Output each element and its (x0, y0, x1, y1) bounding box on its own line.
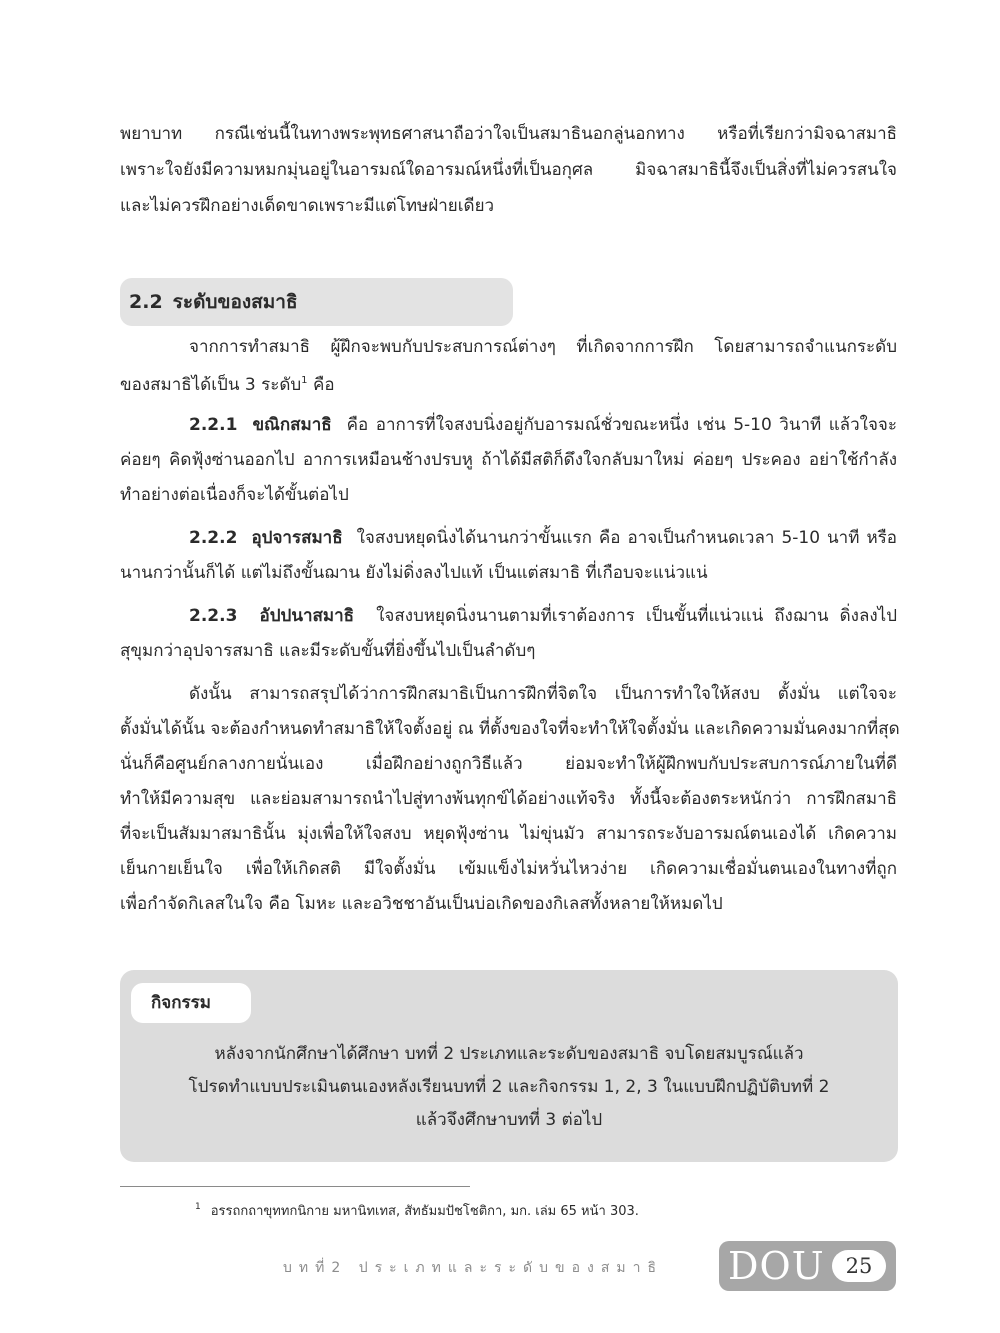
level-text: ใจสงบหยุดนิ่งนานตามที่เราต้องการ เป็นขั้นที่แน่วแน่ ถึงฌาน ดิ่งลงไป (376, 606, 898, 626)
intro-line: และไม่ควรฝึกอย่างเด็ดขาดเพราะมีแต่โทษฝ่ายเดียว (120, 196, 495, 216)
conclusion-line: ดังนั้น สามารถสรุปได้ว่าการฝึกสมาธิเป็นการฝึกที่จิตใจ เป็นการทำใจให้สงบ ตั้งมั่น แต่ใจจะ (189, 684, 897, 704)
conclusion-line: ทำให้มีความสุข และย่อมสามารถนำไปสู่ทางพ้นทุกข์ได้อย่างแท้จริง ทั้งนี้จะต้องตระหนักว่า การฝึกสมาธิ (120, 789, 897, 809)
section-heading (120, 278, 513, 326)
level-number: 2.2.2 (189, 528, 238, 548)
footnote-text: อรรถกถาขุททกนิกาย มหานิทเทส, สัทธัมมปัชโชติกา, มก. เล่ม 65 หน้า 303. (210, 1204, 639, 1219)
footer-chapter-title: บทที่2 ประเภทและระดับของสมาธิ (283, 1260, 664, 1276)
intro-line: เพราะใจยังมีความหมกมุ่นอยู่ในอารมณ์ใดอารมณ์หนึ่งที่เป็นอกุศล มิจฉาสมาธินี้จึงเป็นสิ่งที่ไม่ควรสนใจ (120, 160, 897, 180)
section-intro-line: จากการทำสมาธิ ผู้ฝึกจะพบกับประสบการณ์ต่างๆ ที่เกิดจากการฝึก โดยสามารถจำแนกระดับ (189, 337, 897, 357)
footnote-divider (120, 1186, 470, 1187)
level-first-line (189, 525, 897, 551)
level-name: ขณิกสมาธิ (252, 415, 332, 435)
section-number: 2.2 (129, 291, 163, 313)
level-line: นานกว่านั้นก็ได้ แต่ไม่ถึงขั้นฌาน ยังไม่ดิ่งลงไปแท้ เป็นแต่สมาธิ ที่เกือบจะแน่วแน่ (120, 563, 708, 583)
level-first-line (189, 603, 897, 629)
section-title: ระดับของสมาธิ (172, 291, 298, 313)
level-text: ใจสงบหยุดนิ่งได้นานกว่าขั้นแรก คือ อาจเป็นกำหนดเวลา 5-10 นาที หรือ (356, 528, 897, 548)
level-line: ทำอย่างต่อเนื่องก็จะได้ขั้นต่อไป (120, 485, 349, 505)
intro-line: พยาบาท กรณีเช่นนี้ในทางพระพุทธศาสนาถือว่าใจเป็นสมาธินอกลู่นอกทาง หรือที่เรียกว่ามิจฉาสมาธิ (120, 124, 897, 144)
activity-label: กิจกรรม (131, 983, 251, 1023)
section-intro-line (120, 368, 335, 398)
conclusion-line: ที่จะเป็นสัมมาสมาธินั้น มุ่งเพื่อให้ใจสงบ หยุดฟุ้งซ่าน ไม่ขุ่นมัว สามารถระงับอารมณ์ตนเองได้ เกิดความ (120, 824, 897, 844)
level-line: ค่อยๆ คิดฟุ้งซ่านออกไป อาการเหมือนช้างปรบหู ถ้าได้มีสติก็ดึงใจกลับมาใหม่ ค่อยๆ ประคอง อย่าใช้กำลัง (120, 450, 897, 470)
level-number: 2.2.3 (189, 606, 238, 626)
footnote-marker: 1 (301, 375, 308, 386)
section-intro-end: คือ (312, 375, 335, 395)
level-first-line (189, 412, 897, 438)
conclusion-line: เพื่อกำจัดกิเลสในใจ คือ โมหะ และอวิชชาอันเป็นบ่อเกิดของกิเลสทั้งหลายให้หมดไป (120, 894, 723, 914)
section-intro-text: ของสมาธิได้เป็น 3 ระดับ (120, 375, 302, 395)
conclusion-line: เย็นกายเย็นใจ เพื่อให้เกิดสติ มีใจตั้งมั่น เข้มแข็งไม่หวั่นไหวง่าย เกิดความเชื่อมั่นตนเองในทางที่ถูก (120, 859, 897, 879)
conclusion-line: นั่นก็คือศูนย์กลางกายนั่นเอง เมื่อฝึกอย่างถูกวิธีแล้ว ย่อมจะทำให้ผู้ฝึกพบกับประสบการณ์ภายในที่ดี (120, 754, 897, 774)
footnote-number: 1 (195, 1202, 201, 1212)
level-name: อัปปนาสมาธิ (259, 606, 354, 626)
footnote (195, 1196, 639, 1223)
conclusion-line: ตั้งมั่นได้นั้น จะต้องกำหนดทำสมาธิให้ใจตั้งอยู่ ณ ที่ตั้งของใจที่จะทำให้ใจตั้งมั่น และเกิดความมั่นคงมากที่สุด (120, 719, 900, 739)
activity-line: หลังจากนักศึกษาได้ศึกษา บทที่ 2 ประเภทและระดับของสมาธิ จบโดยสมบูรณ์แล้ว (214, 1044, 804, 1064)
page-number: 25 (832, 1250, 886, 1282)
level-name: อุปจารสมาธิ (251, 528, 343, 548)
level-line: สุขุมกว่าอุปจารสมาธิ และมีระดับขั้นที่ยิ่งขึ้นไปเป็นลำดับๆ (120, 641, 536, 661)
level-number: 2.2.1 (189, 415, 238, 435)
activity-line: โปรดทำแบบประเมินตนเองหลังเรียนบทที่ 2 และกิจกรรม 1, 2, 3 ในแบบฝึกปฏิบัติบทที่ 2 (188, 1077, 830, 1097)
footer-brand-logo: DOU (728, 1244, 825, 1288)
activity-line: แล้วจึงศึกษาบทที่ 3 ต่อไป (415, 1110, 603, 1130)
level-text: คือ อาการที่ใจสงบนิ่งอยู่กับอารมณ์ชั่วขณะหนึ่ง เช่น 5-10 วินาที แล้วใจจะ (346, 415, 897, 435)
